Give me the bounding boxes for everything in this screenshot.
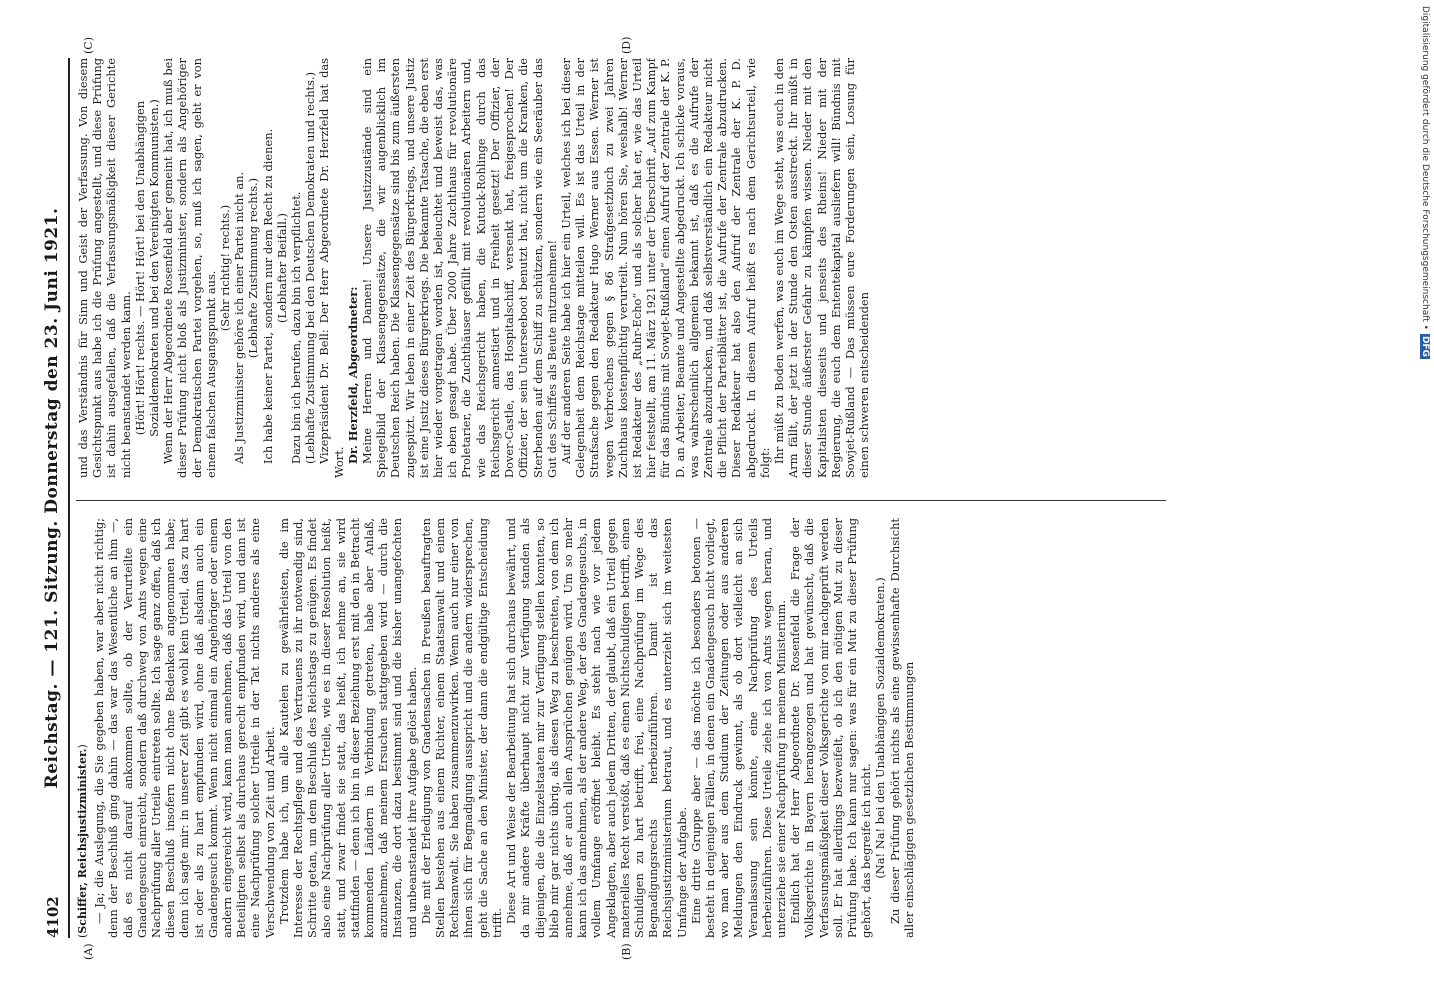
section-marker-b: (B)	[620, 943, 633, 960]
paragraph: Wenn der Herr Abgeordnete Rosenfeld aber gemeint hat, ich muß bei dieser Prüfung nicht bloß als Justizminister, sondern als Angehöriger der Demokratischen Partei vorgehen, so, muß ich sagen, geht er von einem falschen Ausgangspunkt aus.	[161, 58, 218, 478]
page-header	[40, 58, 66, 938]
digitization-credit: Digitalisierung gefördert durch die Deutsche Forschungsgemeinschaft •	[1420, 6, 1430, 330]
running-title: Reichstag. — 121. Sitzung. Donnerstag den 23. Juni 1921.	[42, 207, 62, 789]
paragraph: Die mit der Erledigung von Gnadensachen in Preußen beauftragten Stellen bestehen aus einem Richter, einem Staatsanwalt und einem Rechtsanwalt. Sie haben zusammenzuwirken. Wenn auch nur einer von ihnen sich für Begnadigung ausspricht und die andern widersprechen, geht die Sache an den Minister, der dann die endgültige Entscheidung trifft.	[418, 518, 504, 938]
speaker-label: Dr. Herzfeld, Abgeordneter:	[345, 286, 360, 464]
digitization-note	[1418, 6, 1430, 996]
paragraph: Ich habe keiner Partei, sondern nur dem Recht zu dienen.	[260, 128, 275, 464]
interjection: (Na! Na! bei den Unabhängigen Sozialdemokraten.)	[873, 577, 888, 879]
section-marker-d: (D)	[620, 36, 633, 54]
paragraph: Auf der anderen Seite habe ich hier ein Urteil, welches ich bei dieser Gelegenheit dem Reichstage mitteilen will. Es ist das Urteil in der Strafsache gegen den Redakteur Hugo Werner aus Essen. Werner ist wegen Verbrechens gegen § 86 Strafgesetzbuch zu zwei Jahren Zuchthaus kostenpflichtig verurteilt. Nun hören Sie, weshalb! Werner ist Redakteur des „Ruhr-Echo“ und als solcher hat er, wie das Urteil hier feststellt, am 11. März 1921 unter der Überschrift „Auf zum Kampf für das Bündnis mit Sowjet-Rußland“ einen Aufruf der Zentrale der K. P. D. an Arbeiter, Beamte und Angestellte abgedruckt. Ich schicke voraus, was wahrscheinlich allgemein bekannt ist, daß es die Aufrufe der Zentrale abzudrucken, und daß selbstverständlich ein Redakteur nicht die Pflicht der Parteiblätter ist, die Aufrufe der Zentrale abzudrucken. Dieser Redakteur hat also den Aufruf der Zentrale der K. P. D. abgedruckt. In diesem Aufruf heißt es nach dem Gerichtsurteil, wie folgt:	[558, 58, 772, 478]
paragraph: Trotzdem habe ich, um alle Kautelen zu gewährleisten, die im Interesse der Rechtspflege und des Vertrauens zu ihr notwendig sind, Schritte getan, um dem Beschluß des Reichstags zu genügen. Es findet also eine Nachprüfung aller Urteile, wie es in dieser Resolution heißt, statt, und zwar findet sie statt, das heißt, ich nehme an, sie wird stattfinden — denn ich bin in dieser Beziehung erst mit den in Betracht kommenden Ländern in Verbindung getreten, habe aber Anlaß, anzunehmen, daß meinem Ersuchen stattgegeben wird — durch die Instanzen, die dort dazu bestimmt sind und die bisher unangefochten und unbeanstandet ihre Aufgabe gelöst haben.	[276, 518, 419, 938]
right-column	[76, 58, 1176, 478]
interjection: (Lebhafte Zustimmung rechts.)	[246, 177, 261, 359]
paragraph: Zu dieser Prüfung gehört nichts als eine gewissenhafte Durchsicht aller einschlägigen gesetzlichen Bestimmungen	[887, 518, 916, 938]
speaker-label: (Schiffer, Reichsjustizminister.)	[76, 744, 89, 938]
presiding-announcement: Vizepräsident Dr. Bell: Der Herr Abgeordnete Dr. Herzfeld hat das Wort.	[317, 58, 346, 478]
paragraph: Endlich hat der Herr Abgeordnete Dr. Rosenfeld die Frage der Volksgerichte in Bayern herangezogen und hat gewünscht, daß die Verfassungsmäßigkeit dieser Volksgerichte von mir nachgeprüft werden soll. Er hat allerdings bezweifelt, ob ich den nötigen Mut zu dieser Prüfung habe. Ich kann nur sagen: was für ein Mut zu dieser Prüfung gehört, das begreife ich nicht.	[788, 518, 874, 938]
dfg-logo-icon: DFG	[1420, 335, 1430, 357]
quoted-paragraph: Ihr müßt zu Boden werfen, was euch im Wege steht, was euch in den Arm fällt, der jetzt in der Stunde den Osten ausstreckt. Ihr müßt in dieser Stunde äußerster Gefahr zu kämpfen wissen. Nieder mit den Kapitalisten diesseits und jenseits des Rheins! Nieder mit der Regierung, die euch dem Ententekapital ausliefern will! Bündnis mit Sowjet-Rußland — Das müssen eure Forderungen sein, Losung für einen schweren entscheidenden	[771, 58, 872, 478]
column-divider	[76, 500, 1166, 501]
interjection: (Hört! Hört! rechts. — Hört! Hört! bei den Unabhängigen Sozialdemokraten und bei den Vereinigten Kommunisten.)	[132, 99, 162, 437]
paragraph: Meine Herren und Damen! Unsere Justizzustände sind ein Spiegelbild der Klassengegensätze, die wir augenblicklich im Deutschen Reich haben. Die Klassengegensätze sind bis zum äußersten zugespitzt. Wir leben in einer Zeit des Bürgerkriegs, und unsere Justiz ist eine Justiz dieses Bürgerkriegs. Die bekannte Tatsache, die eben erst hier wieder vorgetragen worden ist, beleuchtet und beweist das, was ich eben gesagt habe. Über 2000 Jahre Zuchthaus für revolutionäre Proletarier, die Zuchthäuser gefüllt mit revolutionären Arbeitern und, wie das Reichsgericht haben, die Kutuck-Rohlinge durch das Reichsgericht amnestiert und in Freiheit gesetzt! Der Offizier, der Dover-Castle, das Hospitalschiff, versenkt hat, freigesprochen! Der Offizier, der sein Unterseeboot benutzt hat, nicht um die Kranken, die Sterbenden auf dem Schiff zu schützen, sondern wie ein Seeräuber das Gut des Schiffes als Beute mitzunehmen!	[360, 58, 559, 478]
paragraph: und das Verständnis für Sinn und Geist der Verfassung. Von diesem Gesichtspunkt aus habe ich die Prüfung angestellt, und diese Prüfung ist dahin ausgefallen, daß die Verfassungsmäßigkeit dieser Gerichte nicht beanstandet werden kann.	[76, 58, 133, 478]
section-marker-a: (A)	[82, 943, 95, 960]
left-column	[76, 518, 1176, 938]
paragraph: Diese Art und Weise der Bearbeitung hat sich durchaus bewährt, und da mir andere Kräfte überhaupt nicht zur Verfügung standen als diejenigen, die die Einzelstaaten mir zur Verfügung stellen konnten, so blieb mir gar nichts übrig, als diesen Weg zu beschreiten, von dem ich annehme, daß er auch allen Ansprüchen genügen wird. Um so mehr kann ich das annehmen, als der andere Weg, der des Gnadengesuchs, in vollem Umfange eröffnet bleibt. Es steht nach wie vor jedem Angeklagten, aber auch jedem Dritten, der glaubt, daß ein Urteil gegen materielles Recht verstößt, daß es einen Nichtschuldigen betrifft, einen Schuldigen zu hart betrifft, frei, eine Nachprüfung im Wege des Begnadigungsrechts herbeizuführen. Damit ist das Reichsjustizministerium betraut, und es unterzieht sich im weitesten Umfange der Aufgabe.	[504, 518, 689, 938]
page-number: 4102	[44, 896, 62, 938]
header-rule	[68, 58, 70, 938]
interjection: (Lebhafte Zustimmung bei den Deutschen Demokraten und rechts.)	[303, 71, 318, 465]
paragraph: Als Justizminister gehöre ich einer Partei nicht an.	[232, 171, 247, 464]
paragraph: — Ja; die Auslegung, die Sie gegeben haben, war aber nicht richtig; denn der Beschluß ging dahin — das war das Wesentliche an ihm —, daß es nicht darauf ankommen sollte, ob der Verurteilte ein Gnadengesuch einreicht, sondern daß durchweg von Amts wegen eine Nachprüfung aller Urteile eintreten sollte. Ich sage ganz offen, daß ich diesen Beschluß insofern nicht ohne Bedenken angenommen habe; denn ich sagte mir: in unserer Zeit gibt es wohl kein Urteil, das zu hart ist oder als zu hart empfunden wird, ohne daß alsdann auch ein Gnadengesuch kommt. Wenn nicht einmal ein Angehöriger oder einem andern eingereicht wird, kann man annehmen, daß das Urteil von den Beteiligten selbst als durchaus gerecht empfunden wird, und dann ist eine Nachprüfung solcher Urteile in der Tat nichts anderes als eine Verschwendung von Zeit und Arbeit.	[92, 518, 277, 938]
paragraph: Dazu bin ich berufen, dazu bin ich verpflichtet.	[289, 191, 304, 464]
paragraph: Eine dritte Gruppe aber — das möchte ich besonders betonen — besteht in denjenigen Fällen, in denen ein Gnadengesuch nicht vorliegt, wo man aber aus dem Studium der Zeitungen oder aus anderen Meldungen den Eindruck gewinnt, als ob dort vielleicht an sich Veranlassung sein könnte, eine Nachprüfung des Urteils herbeizuführen. Diese Urteile ziehe ich von Amts wegen heran, und unterziehe sie einer Nachprüfung in meinem Ministerium.	[688, 518, 788, 938]
section-marker-c: (C)	[82, 37, 95, 54]
digitization-note-text	[1418, 6, 1430, 986]
interjection: (Sehr richtig! rechts.)	[218, 204, 233, 332]
interjection: (Lebhafter Beifall.)	[274, 213, 289, 323]
